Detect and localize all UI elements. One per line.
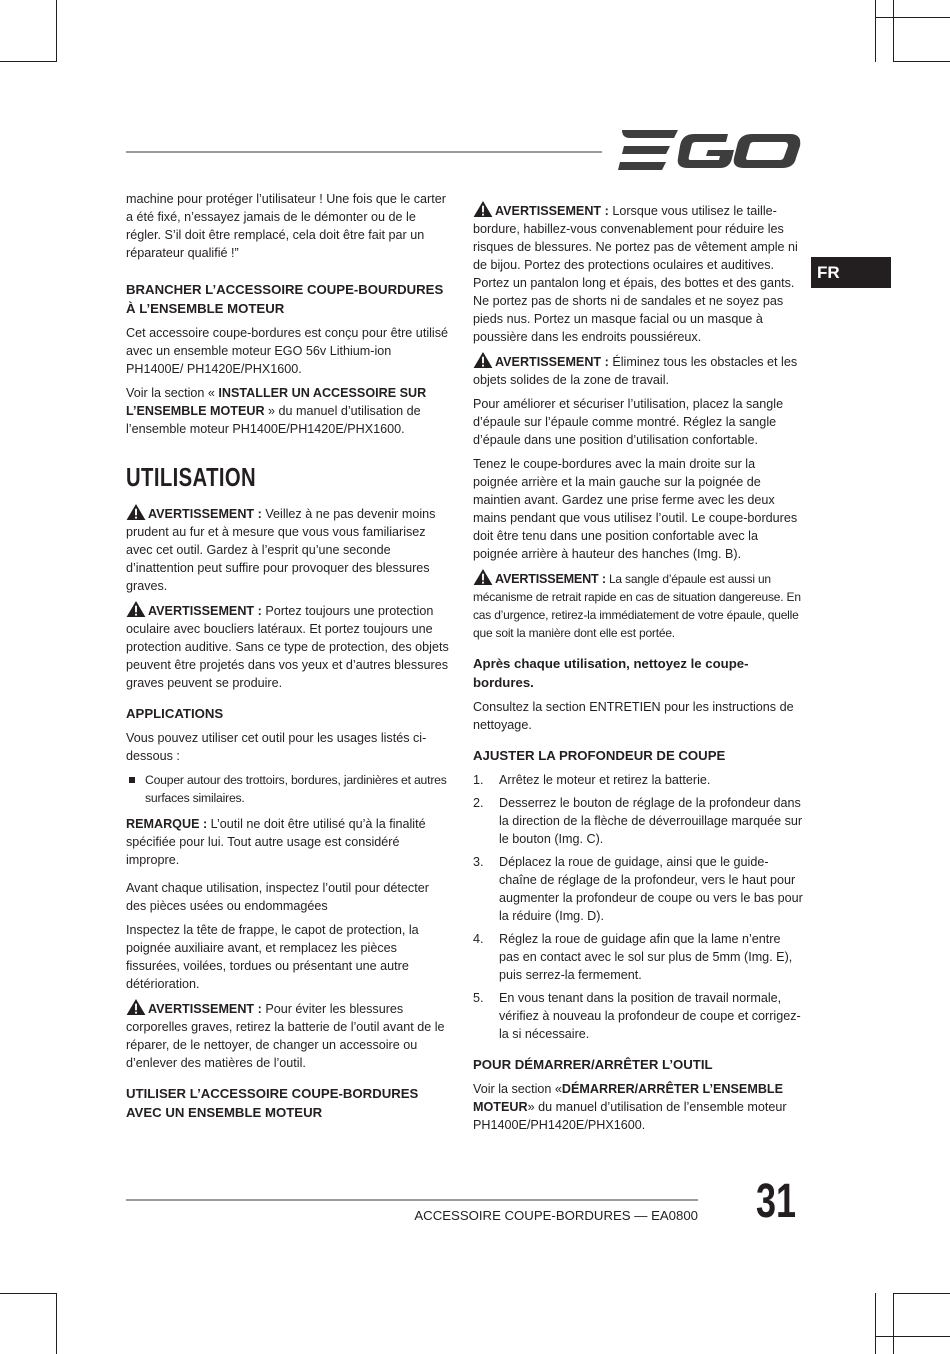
bullet-square-icon [129,777,135,783]
crop-mark [875,1293,876,1354]
warning-paragraph: AVERTISSEMENT : La sangle d’épaule est aussi un mécanisme de retrait rapide en cas de situation dangereuse. En cas d’urgence, retirez-la immédiatement de votre épaule, quelle que soit la manière dont elle est portée. [473,569,803,642]
header-rule [126,151,602,153]
warning-icon [126,601,146,617]
utilisation-heading: UTILISATION [126,462,257,492]
warning-paragraph: AVERTISSEMENT : Lorsque vous utilisez le taille-bordure, habillez-vous convenablement pour réduire les risques de blessures. Ne portez pas de vêtement ample ni de bijou. Portez des protections oculaires et auditives. Portez un pantalon long et épais, des bottes et des gants. Ne portez pas de shorts ni de sandales et ne soyez pas pieds nus. Portez un masque facial ou un masque à poussière dans les endroits poussiéreux. [473,201,803,346]
applications-intro: Vous pouvez utiliser cet outil pour les usages listés ci-dessous : [126,731,427,763]
demarrer-heading: POUR DÉMARRER/ARRÊTER L’OUTIL [473,1057,713,1072]
crop-mark [56,0,57,62]
warning-paragraph: AVERTISSEMENT : Pour éviter les blessures corporelles graves, retirez la batterie de l’outil avant de le réparer, de le nettoyer, de changer un accessoire ou d’enlever des matières de l’outil. [126,999,452,1072]
list-item: 5. En vous tenant dans la position de travail normale, vérifiez à nouveau la profondeur de coupe et corrigez-la si nécessaire. [473,991,801,1041]
list-item: 4. Réglez la roue de guidage afin que la lame n’entre pas en contact avec le sol sur plus de 5mm (Img. E), puis serrez-la fermement. [473,932,793,982]
note-paragraph: REMARQUE : L’outil ne doit être utilisé qu’à la finalité spécifiée pour lui. Tout autre usage est considéré impropre. [126,817,426,867]
demarrer-paragraph: Voir la section «DÉMARRER/ARRÊTER L’ENSEMBLE MOTEUR» du manuel d’utilisation de l’ensemble moteur PH1400E/PH1420E/PHX1600. [473,1082,787,1132]
warning-icon [126,504,146,520]
warning-paragraph: AVERTISSEMENT : Portez toujours une protection oculaire avec boucliers latéraux. Et portez toujours une protection auditive. Sans ce type de protection, des objets peuvent être projetés dans vos yeux et d’autres blessures graves peuvent se produire. [126,601,452,692]
page-number: 31 [756,1175,797,1228]
brancher-heading: BRANCHER L’ACCESSOIRE COUPE-BOURDURES À L’ENSEMBLE MOTEUR [126,282,444,316]
warning-icon [473,569,493,585]
crop-mark [0,61,57,62]
inspect-paragraph-2: Inspectez la tête de frappe, le capot de protection, la poignée auxiliaire avant, et remplacez les pièces fissurées, voilées, tordues ou présentant une autre détérioration. [126,923,419,991]
brancher-paragraph: Cet accessoire coupe-bordures est conçu pour être utilisé avec un ensemble moteur EGO 56v Lithium-ion PH1400E/ PH1420E/PHX1600. [126,326,449,376]
list-item: 1. Arrêtez le moteur et retirez la batterie. [473,773,711,787]
utiliser-heading: UTILISER L’ACCESSOIRE COUPE-BORDURES AVEC UN ENSEMBLE MOTEUR [126,1086,419,1120]
ajuster-steps [473,771,803,1043]
crop-mark [893,1293,950,1294]
crop-mark [875,0,876,62]
sangle-paragraph: Pour améliorer et sécuriser l’utilisation, placez la sangle d’épaule sur l’épaule comme montré. Réglez la sangle d’épaule dans une position d’utilisation confortable. [473,397,784,447]
ajuster-heading: AJUSTER LA PROFONDEUR DE COUPE [473,748,726,763]
footer-title: ACCESSOIRE COUPE-BORDURES — EA0800 [414,1208,698,1223]
applications-heading: APPLICATIONS [126,706,224,721]
warning-paragraph: AVERTISSEMENT : Éliminez tous les obstacles et les objets solides de la zone de travail. [473,352,803,389]
list-item: 3. Déplacez la roue de guidage, ainsi que le guide-chaîne de réglage de la profondeur, vers le haut pour augmenter la profondeur de coupe ou vers le bas pour la réduire (Img. D). [473,855,803,923]
crop-mark [56,1293,57,1354]
crop-mark [875,17,950,18]
list-item: Couper autour des trottoirs, bordures, jardinières et autres surfaces similaires. [126,771,452,807]
footer-rule [126,1199,698,1201]
left-column [126,190,452,1128]
intro-paragraph: machine pour protéger l’utilisateur ! Une fois que le carter a été fixé, n’essayez jamais de le démonter ou de le régler. S’il doit être remplacé, cela doit être fait par un réparateur qualifié !” [126,192,446,260]
tenez-paragraph: Tenez le coupe-bordures avec la main droite sur la poignée arrière et la main gauche sur la poignée de maintien avant. Gardez une prise ferme avec les deux mains pendant que vous utilisez l’outil. Le coupe-bordures doit être tenu dans une position confortable avec la poignée arrière à hauteur des hanches (Img. B). [473,457,798,561]
warning-icon [126,999,146,1015]
warning-icon [473,201,493,217]
warning-icon [473,352,493,368]
inspect-paragraph: Avant chaque utilisation, inspectez l’outil pour détecter des pièces usées ou endommagées [126,881,429,913]
crop-mark [893,1293,894,1354]
language-tab: FR [811,257,891,288]
ego-logo [616,128,802,172]
after-use-paragraph: Consultez la section ENTRETIEN pour les instructions de nettoyage. [473,700,794,732]
warning-paragraph: AVERTISSEMENT : Veillez à ne pas devenir moins prudent au fur et à mesure que vous vous familiarisez avec cet outil. Gardez à l’esprit qu’une seconde d’inattention peut suffire pour provoquer des blessures graves. [126,504,452,595]
list-item: 2. Desserrez le bouton de réglage de la profondeur dans la direction de la flèche de déverrouillage marquée sur le bouton (Img. C). [473,796,803,846]
crop-mark [893,0,894,62]
brancher-see-section: Voir la section « INSTALLER UN ACCESSOIRE SUR L’ENSEMBLE MOTEUR » du manuel d’utilisation de l’ensemble moteur PH1400E/PH1420E/PHX1600. [126,386,427,436]
crop-mark [875,1336,950,1337]
after-use-heading: Après chaque utilisation, nettoyez le coupe-bordures. [473,656,749,690]
crop-mark [0,1293,57,1294]
right-column [473,201,803,1140]
crop-mark [893,61,950,62]
